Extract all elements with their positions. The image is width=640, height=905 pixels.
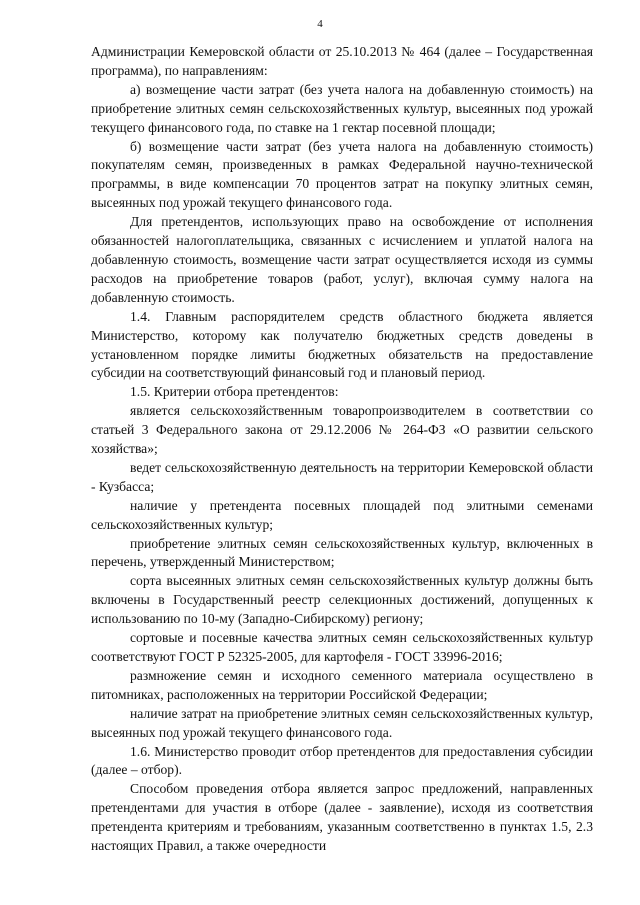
paragraph: приобретение элитных семян сельскохозяйственных культур, включенных в перечень, утвержденный Министерством; [91, 535, 593, 570]
paragraph: сортовые и посевные качества элитных семян сельскохозяйственных культур соответствуют ГОСТ Р 52325-2005, для картофеля - ГОСТ 33996-2016; [91, 630, 593, 664]
paragraph: ведет сельскохозяйственную деятельность на территории Кемеровской области - Кузбасса; [91, 459, 593, 494]
paragraph: сорта высеянных элитных семян сельскохозяйственных культур должны быть включены в Государственный реестр селекционных достижений, допущенных к использованию по 10-му (Западно-Сибирскому) региону; [91, 573, 593, 627]
paragraph: Для претендентов, использующих право на освобождение от исполнения обязанностей налогоплательщика, связанных с исчислением и уплатой налога на добавленную стоимость, возмещение части затрат осуществляется исходя из суммы расходов на приобретение товаров (работ, услуг), включая сумму налога на добавленную стоимость. [91, 214, 593, 305]
paragraph: наличие у претендента посевных площадей под элитными семенами сельскохозяйственных культур; [91, 497, 593, 532]
paragraph: б) возмещение части затрат (без учета налога на добавленную стоимость) покупателям семян, произведенных в рамках Федеральной научно-технической программы, в виде компенсации 70 процентов затрат на покупку элитных семян, высеянных под урожай текущего финансового года. [91, 138, 593, 211]
paragraph: 1.5. Критерии отбора претендентов: [130, 384, 339, 400]
paragraph: Администрации Кемеровской области от 25.10.2013 № 464 (далее – Государственная программа), по направлениям: [91, 44, 593, 78]
paragraph: размножение семян и исходного семенного материала осуществлено в питомниках, расположенных на территории Российской Федерации; [91, 667, 593, 702]
document-body [91, 43, 593, 856]
paragraph: 1.6. Министерство проводит отбор претендентов для предоставления субсидии (далее – отбор). [91, 743, 593, 778]
paragraph: Способом проведения отбора является запрос предложений, направленных претендентами для участия в отборе (далее - заявление), исходя из соответствия претендента критериям и требованиям, указанным соответственно в пунктах 1.5, 2.3 настоящих Правил, а также очередности [91, 781, 593, 854]
paragraph: а) возмещение части затрат (без учета налога на добавленную стоимость) на приобретение элитных семян сельскохозяйственных культур, высеянных под урожай текущего финансового года, по ставке на 1 гектар посевной площади; [91, 81, 593, 135]
paragraph: является сельскохозяйственным товаропроизводителем в соответствии со статьей 3 Федерального закона от 29.12.2006 № 264-ФЗ «О развитии сельского хозяйства»; [91, 403, 593, 457]
page-number: 4 [317, 18, 323, 30]
paragraph: 1.4. Главным распорядителем средств областного бюджета является Министерство, которому как получателю бюджетных средств доведены в установленном порядке лимиты бюджетных обязательств на предоставление субсидии на соответствующий финансовый год и плановый период. [91, 308, 593, 381]
paragraph: наличие затрат на приобретение элитных семян сельскохозяйственных культур, высеянных под урожай текущего финансового года. [91, 705, 593, 740]
